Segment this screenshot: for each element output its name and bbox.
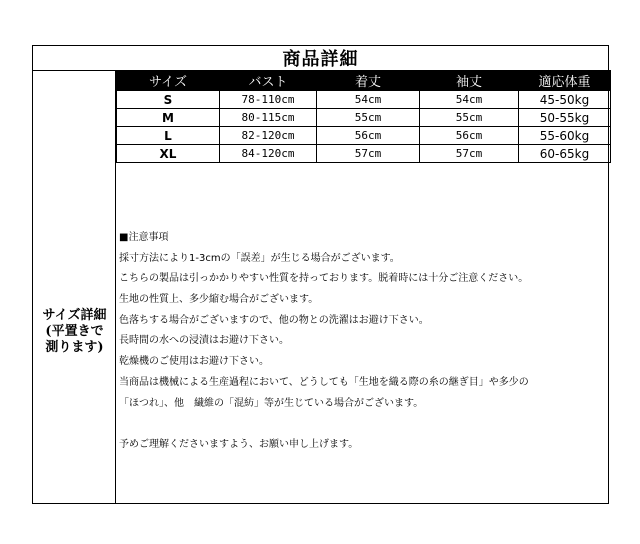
cell-weight: 60-65kg (519, 145, 611, 163)
cell-sleeve: 55cm (420, 109, 519, 127)
page-title: 商品詳細 (33, 46, 608, 71)
table-row (117, 91, 611, 109)
table-header-row (117, 71, 611, 91)
notes-heading: ■注意事項 (119, 232, 169, 243)
cell-bust: 84-120cm (220, 145, 317, 163)
size-table (116, 70, 611, 163)
cell-size: L (117, 127, 220, 145)
table-row (117, 145, 611, 163)
notes-section (119, 228, 609, 456)
header-size: サイズ (117, 71, 220, 91)
header-bust: バスト (220, 71, 317, 91)
note-line: こちらの製品は引っかかりやすい性質を持っております。脱着時には十分ご注意ください。 (119, 273, 529, 285)
cell-bust: 82-120cm (220, 127, 317, 145)
side-label-line: (平置きで (45, 324, 104, 339)
cell-length: 55cm (317, 109, 420, 127)
note-line: 採寸方法により1-3cmの「誤差」が生じる場合がございます。 (119, 252, 400, 264)
note-line (119, 414, 609, 435)
cell-size: M (117, 109, 220, 127)
cell-weight: 50-55kg (519, 109, 611, 127)
cell-sleeve: 54cm (420, 91, 519, 109)
note-line: 色落ちする場合がございますので、他の物との洗濯はお避け下さい。 (119, 314, 429, 326)
note-line: 長時間の水への浸漬はお避け下さい。 (119, 335, 289, 347)
cell-size: S (117, 91, 220, 109)
note-line: 生地の性質上、多少縮む場合がございます。 (119, 294, 319, 306)
cell-weight: 55-60kg (519, 127, 611, 145)
header-length: 着丈 (317, 71, 420, 91)
sidebar (33, 70, 116, 504)
cell-bust: 80-115cm (220, 109, 317, 127)
cell-sleeve: 57cm (420, 145, 519, 163)
note-line: 「ほつれ」、他 繊維の「混紡」等が生じている場合がございます。 (119, 397, 424, 409)
note-line: 乾燥機のご使用はお避け下さい。 (119, 356, 269, 368)
cell-length: 57cm (317, 145, 420, 163)
cell-length: 56cm (317, 127, 420, 145)
side-label-line: サイズ詳細 (42, 308, 107, 323)
size-detail-label (33, 308, 116, 356)
table-row (117, 109, 611, 127)
cell-length: 54cm (317, 91, 420, 109)
note-line: 予めご理解くださいますよう、お願い申し上げます。 (119, 438, 359, 450)
table-row (117, 127, 611, 145)
side-label-line: 測ります) (45, 340, 104, 355)
cell-sleeve: 56cm (420, 127, 519, 145)
header-sleeve: 袖丈 (420, 71, 519, 91)
header-weight: 適応体重 (519, 71, 611, 91)
cell-size: XL (117, 145, 220, 163)
cell-weight: 45-50kg (519, 91, 611, 109)
product-detail-frame (32, 45, 609, 504)
cell-bust: 78-110cm (220, 91, 317, 109)
note-line: 当商品は機械による生産過程において、どうしても「生地を織る際の糸の継ぎ目」や多少の (119, 376, 529, 388)
